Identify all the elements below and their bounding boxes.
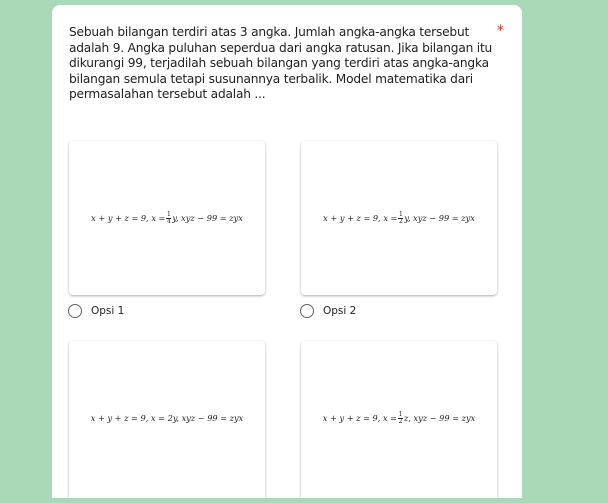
option-3-eq: x + y + z = 9, x = 2y, xyz − 99 = zyx: [90, 413, 244, 423]
option-1-eq-prefix: x + y + z = 9, x =: [91, 213, 166, 223]
option-2-label: Opsi 2: [323, 305, 357, 317]
fraction: [398, 412, 403, 425]
option-2-equation: [301, 141, 497, 295]
option-2-image[interactable]: [301, 141, 497, 295]
fraction-numerator: 1: [167, 210, 171, 218]
option-2-eq-prefix: x + y + z = 9, x =: [323, 213, 398, 223]
option-1-eq-suffix: y, xyz − 99 = zyx: [172, 213, 243, 223]
question-card: [52, 5, 522, 498]
option-3-equation: [69, 341, 265, 495]
fraction-denominator: 2: [398, 417, 403, 425]
radio-button[interactable]: [300, 304, 314, 318]
question-text: Sebuah bilangan terdiri atas 3 angka. Jumlah angka-angka tersebut adalah 9. Angka puluhan seperdua dari angka ratusan. Jika bilangan itu dikurangi 99, terjadilah sebuah bilangan yang terdiri atas angka-angka bilangan semula tetapi susunannya terbalik. Model matematika dari permasalahan tersebut adalah ...: [69, 25, 493, 101]
option-1-image[interactable]: [69, 141, 265, 295]
fraction-denominator: 2: [399, 217, 403, 225]
fraction: [166, 212, 171, 225]
option-4-image[interactable]: [301, 341, 497, 498]
fraction-numerator: 1: [398, 410, 403, 418]
option-4-eq-prefix: x + y + z = 9, x =: [322, 413, 398, 423]
required-asterisk: *: [497, 23, 504, 39]
fraction: [398, 212, 403, 225]
radio-button[interactable]: [68, 304, 82, 318]
option-3-image[interactable]: [69, 341, 265, 498]
option-4-eq-suffix: z, xyz − 99 = zyx: [404, 413, 476, 423]
fraction-denominator: 4: [167, 217, 171, 225]
option-1-label: Opsi 1: [91, 305, 125, 317]
fraction-numerator: 1: [399, 210, 403, 218]
option-1-equation: [69, 141, 265, 295]
option-2-eq-suffix: y, xyz − 99 = zyx: [404, 213, 475, 223]
option-1[interactable]: [68, 304, 124, 318]
option-4-equation: [301, 341, 497, 495]
option-2[interactable]: [300, 304, 356, 318]
